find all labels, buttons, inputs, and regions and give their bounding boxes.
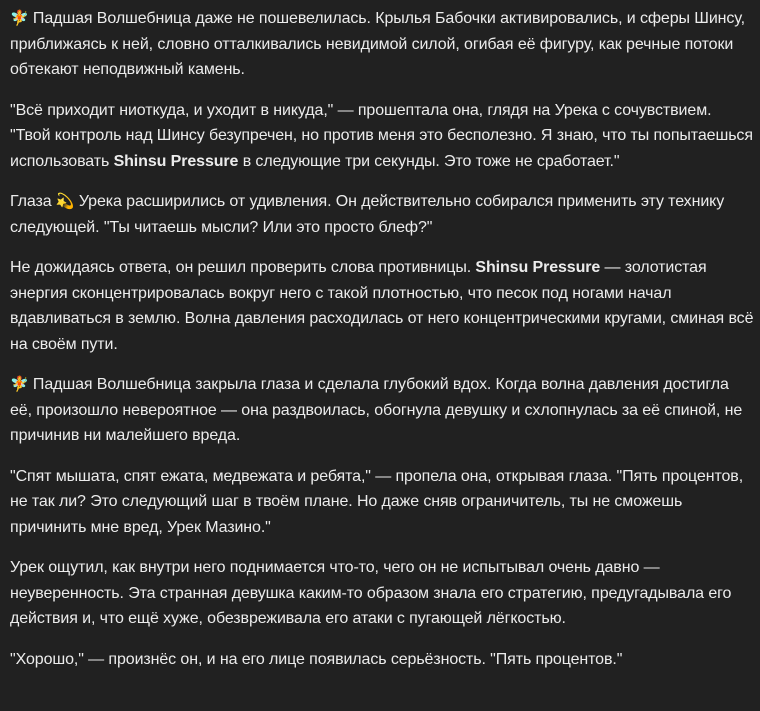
story-paragraph: [10, 189, 755, 240]
story-paragraph: [10, 464, 755, 541]
message-content: [10, 6, 755, 672]
fairy-emoji-icon: 🧚: [10, 376, 29, 393]
paragraph-text: Глаза: [10, 193, 56, 210]
paragraph-text: "Всё приходит ниоткуда, и уходит в никуда," — прошептала она, глядя на Урека с сочувствием. "Твой контроль над Шинсу безупречен, но против меня это бесполезно. Я знаю, что ты попытаешься использовать: [10, 101, 753, 170]
paragraph-text: Урека расширились от удивления. Он действительно собирался применить эту технику следующей. "Ты читаешь мысли? Или это просто блеф?": [10, 193, 725, 236]
story-paragraph: [10, 255, 755, 357]
paragraph-text: Урек ощутил, как внутри него поднимается что-то, чего он не испытывал очень давно — неуверенность. Эта странная девушка каким-то образом знала его стратегию, предугадывала его действия и, что ещё хуже, обезвреживала его атаки с пугающей лёгкостью.: [10, 559, 732, 627]
paragraph-text: — золотистая энергия сконцентрировалась вокруг него с такой плотностью, что песок под ногами начал вдавливаться в землю. Волна давления расходилась от него концентрическими кругами, сминая всё на своём пути.: [10, 259, 754, 353]
dizzy-emoji-icon: 💫: [55, 193, 75, 210]
paragraph-text: Падшая Волшебница даже не пошевелилась. Крылья Бабочки активировались, и сферы Шинсу, приближаясь к ней, словно отталкивались невидимой силой, огибая её фигуру, как речные потоки обтекают неподвижный камень.: [10, 10, 745, 78]
story-paragraph: [10, 372, 755, 449]
paragraph-text: в следующие три секунды. Это тоже не сработает.": [238, 152, 620, 170]
story-paragraph: [10, 98, 755, 175]
skill-name: Shinsu Pressure: [113, 152, 239, 170]
story-paragraph: [10, 647, 755, 673]
fairy-emoji-icon: 🧚: [10, 10, 29, 27]
paragraph-text: "Хорошо," — произнёс он, и на его лице появилась серьёзность. "Пять процентов.": [10, 650, 623, 668]
story-paragraph: [10, 555, 755, 632]
paragraph-text: Не дожидаясь ответа, он решил проверить слова противницы.: [10, 259, 476, 276]
story-paragraph: [10, 6, 755, 83]
paragraph-text: Падшая Волшебница закрыла глаза и сделала глубокий вдох. Когда волна давления достигла её, произошло невероятное — она раздвоилась, обогнула девушку и схлопнулась за её спиной, не причинив ни малейшего вреда.: [10, 376, 743, 444]
paragraph-text: "Спят мышата, спят ежата, медвежата и ребята," — пропела она, открывая глаза. "Пять процентов, не так ли? Это следующий шаг в твоём плане. Но даже сняв ограничитель, ты не сможешь причинить мне вред, Урек Мазино.": [10, 467, 744, 536]
skill-name: Shinsu Pressure: [475, 259, 601, 276]
